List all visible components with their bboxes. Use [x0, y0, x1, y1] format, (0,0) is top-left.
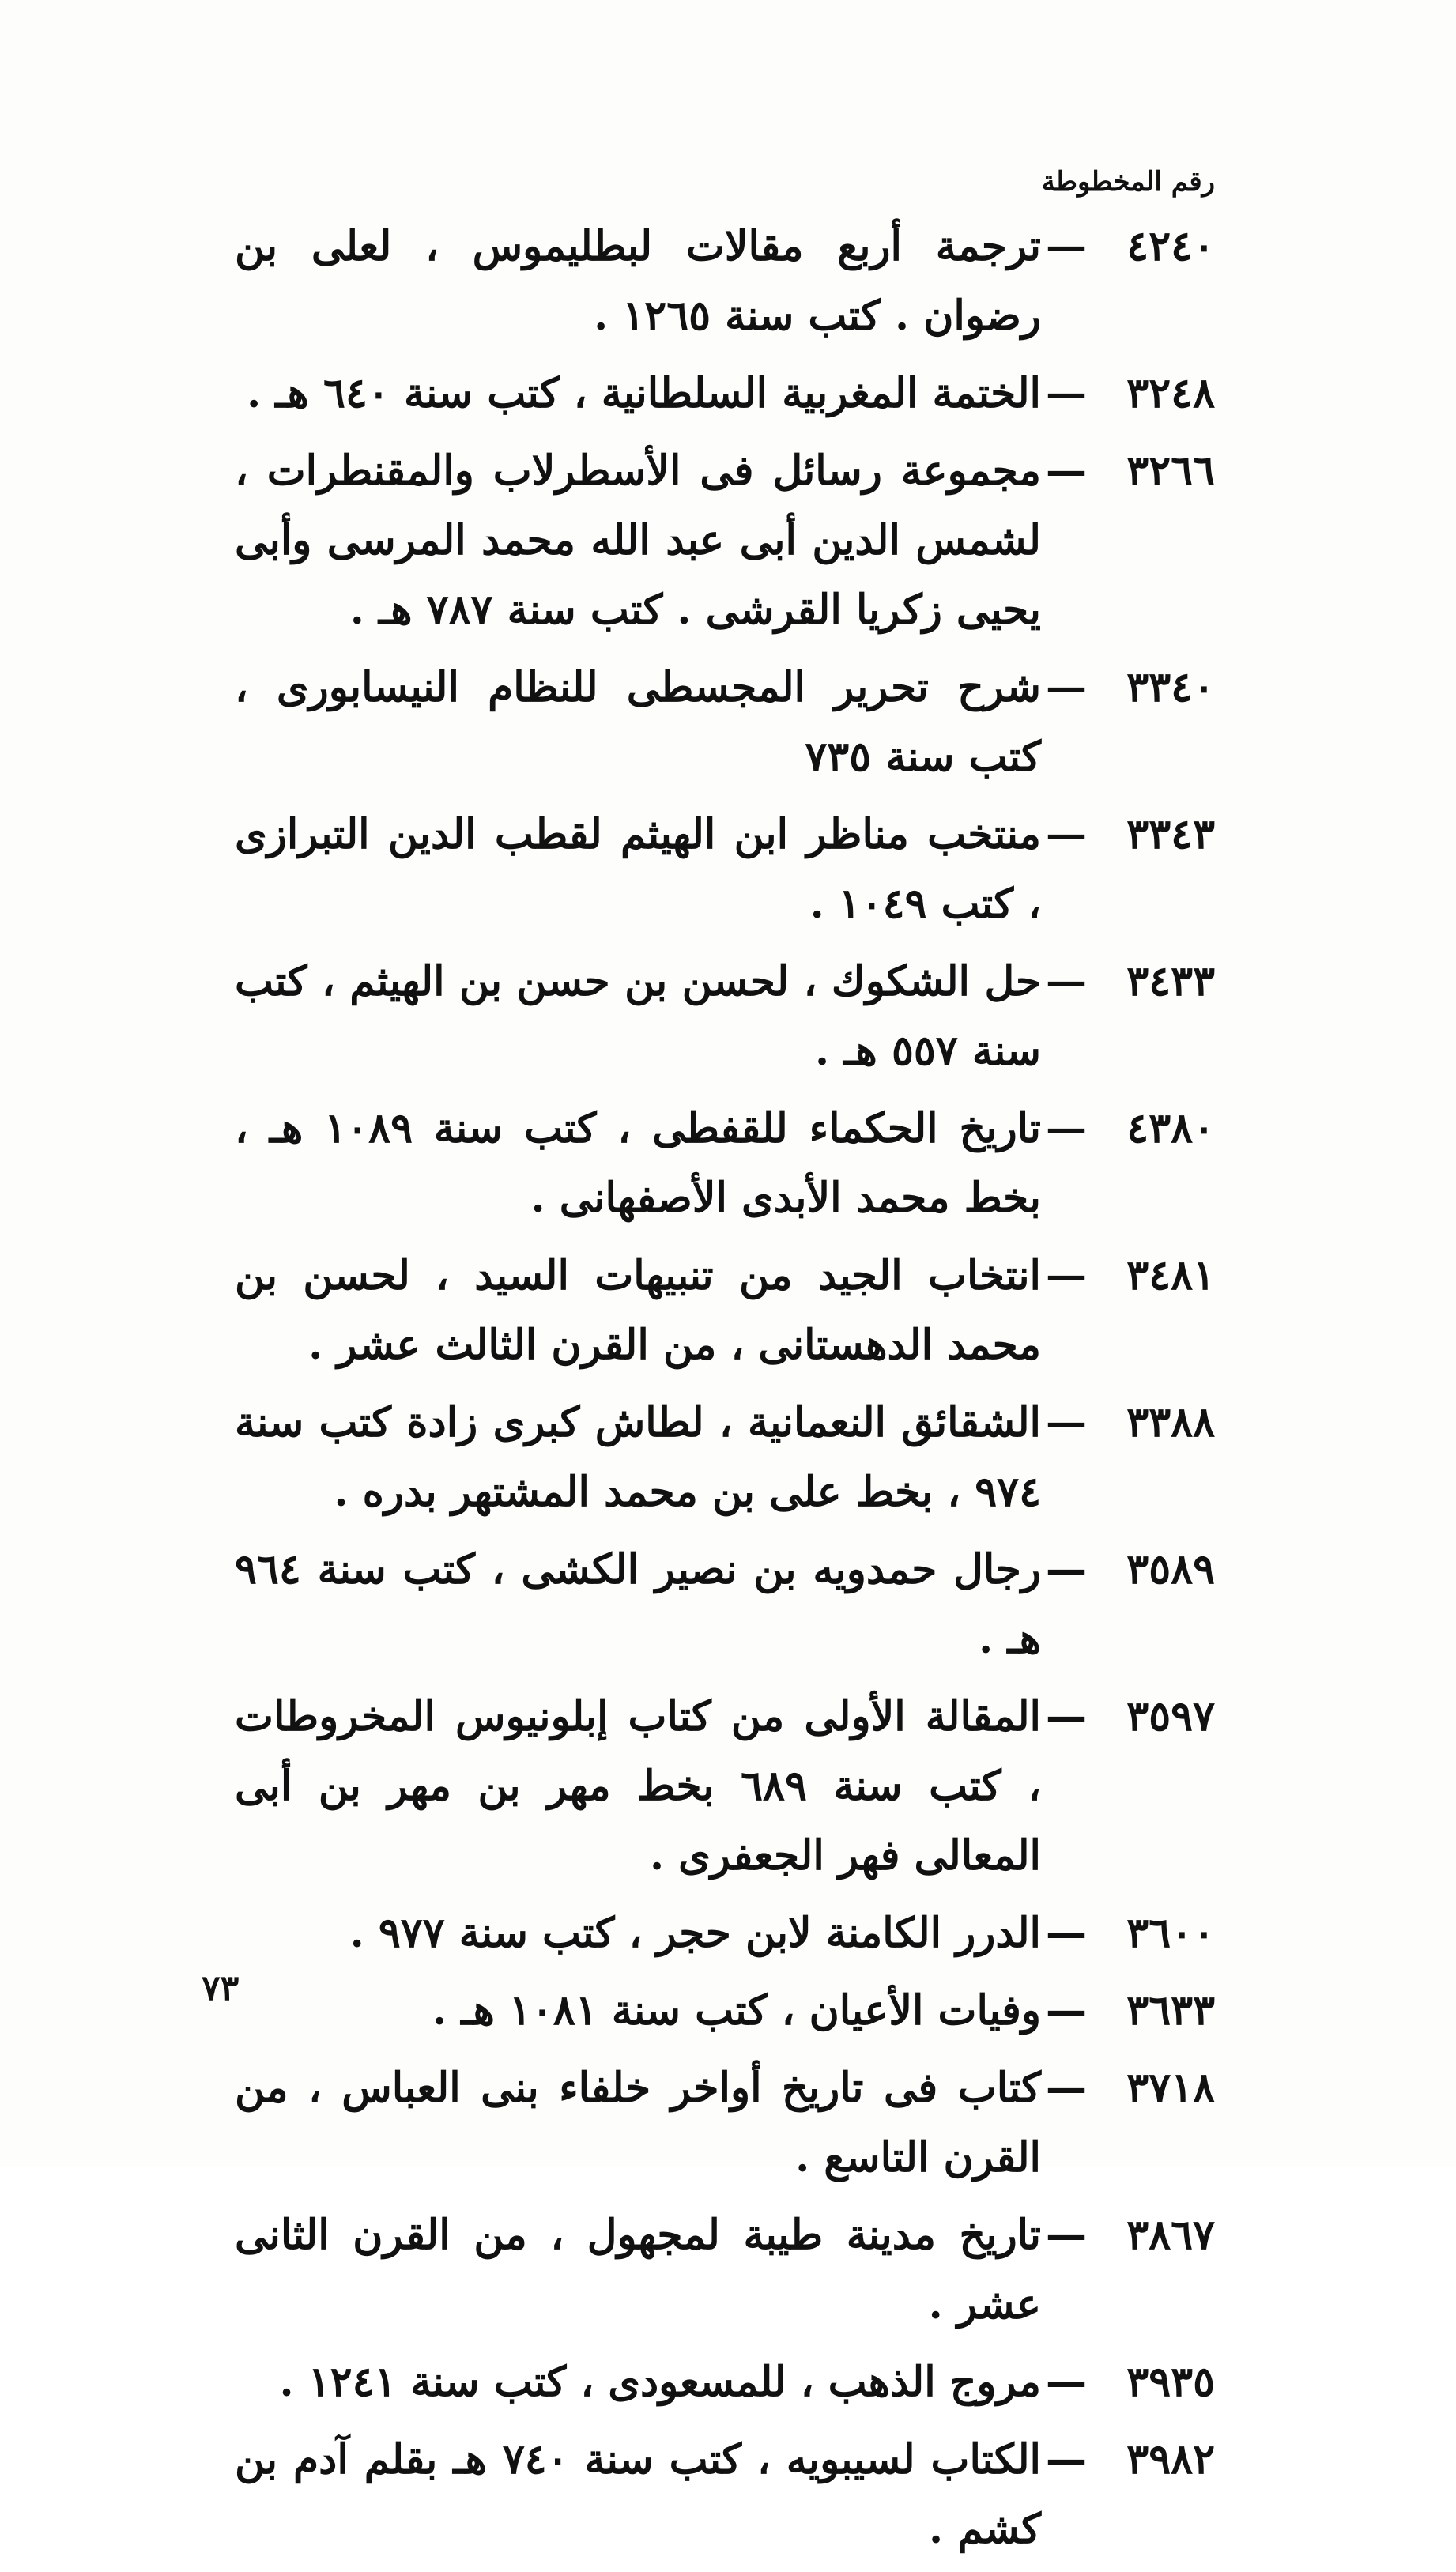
manuscript-number: ٣٦٠٠ [1126, 1909, 1215, 1957]
entry-dash: — [1046, 1692, 1087, 1740]
entry-dash: — [1046, 1398, 1087, 1446]
manuscript-number: ٣٢٤٨ [1126, 369, 1215, 417]
entry-dash: — [1046, 957, 1087, 1005]
entry-dash: — [1046, 1909, 1087, 1957]
manuscript-description: الشقائق النعمانية ، لطاش كبرى زادة كتب سنة ٩٧٤ ، بخط على بن محمد المشتهر بدره . [235, 1398, 1041, 1516]
manuscript-number: ٣٥٩٧ [1126, 1692, 1215, 1740]
list-item [235, 800, 1215, 939]
manuscript-description: رجال حمدويه بن نصير الكشى ، كتب سنة ٩٦٤ هـ . [235, 1545, 1041, 1663]
manuscript-number: ٣٤٨١ [1126, 1251, 1215, 1299]
entry-dash: — [1046, 2064, 1087, 2112]
manuscript-number: ٣٣٤٣ [1126, 810, 1215, 858]
manuscript-description: تاريخ الحكماء للقفطى ، كتب سنة ١٠٨٩ هـ ، بخط محمد الأبدى الأصفهانى . [235, 1104, 1041, 1222]
list-item [235, 1094, 1215, 1233]
manuscript-number: ٣٨٦٧ [1126, 2211, 1215, 2259]
list-item [235, 653, 1215, 792]
manuscript-number: ٣٥٨٩ [1126, 1545, 1215, 1593]
list-item [235, 1976, 1215, 2046]
list-item [235, 212, 1215, 351]
manuscript-description: المقالة الأولى من كتاب إبلونيوس المخروطات ، كتب سنة ٦٨٩ بخط مهر بن مهر بن أبى المعالى فهر الجعفرى . [235, 1692, 1041, 1880]
list-item [235, 1388, 1215, 1527]
entry-dash: — [1046, 447, 1087, 495]
manuscript-number: ٣٩٨٢ [1126, 2435, 1215, 2483]
manuscript-number: ٣٤٣٣ [1126, 957, 1215, 1005]
list-item [235, 1241, 1215, 1380]
manuscript-description: الكتاب لسيبويه ، كتب سنة ٧٤٠ هـ بقلم آدم بن كشم . [235, 2435, 1041, 2553]
manuscript-number: ٣٣٨٨ [1126, 1398, 1215, 1446]
manuscript-description: منتخب مناظر ابن الهيثم لقطب الدين التبرازى ، كتب ١٠٤٩ . [235, 810, 1041, 928]
list-item [235, 2201, 1215, 2340]
list-item [235, 1682, 1215, 1891]
manuscript-description: ترجمة أربع مقالات لبطليموس ، لعلى بن رضوان . كتب سنة ١٢٦٥ . [235, 222, 1041, 340]
manuscript-description: كتاب فى تاريخ أواخر خلفاء بنى العباس ، من القرن التاسع . [235, 2064, 1041, 2182]
list-item [235, 1535, 1215, 1674]
manuscript-list [235, 212, 1215, 2572]
manuscript-number: ٣٦٣٣ [1126, 1986, 1215, 2035]
entry-dash: — [1046, 1251, 1087, 1299]
entry-dash: — [1046, 222, 1087, 270]
column-heading: رقم المخطوطة [1041, 166, 1215, 198]
list-item [235, 1899, 1215, 1968]
list-item [235, 2348, 1215, 2417]
manuscript-description: وفيات الأعيان ، كتب سنة ١٠٨١ هـ . [432, 1986, 1041, 2035]
manuscript-description: الدرر الكامنة لابن حجر ، كتب سنة ٩٧٧ . [349, 1909, 1041, 1957]
manuscript-description: شرح تحرير المجسطى للنظام النيسابورى ، كتب سنة ٧٣٥ [235, 663, 1041, 781]
list-item [235, 2053, 1215, 2193]
list-item [235, 947, 1215, 1086]
entry-dash: — [1046, 2211, 1087, 2259]
entry-dash: — [1046, 2358, 1087, 2406]
manuscript-description: تاريخ مدينة طيبة لمجهول ، من القرن الثانى عشر . [235, 2211, 1042, 2329]
manuscript-number: ٣٣٤٠ [1126, 663, 1215, 711]
manuscript-number: ٣٩٣٥ [1126, 2358, 1215, 2406]
entry-dash: — [1046, 2435, 1087, 2483]
list-item [235, 436, 1215, 645]
entry-dash: — [1046, 1545, 1087, 1593]
manuscript-number: ٤٣٨٠ [1126, 1104, 1215, 1152]
entry-dash: — [1046, 1986, 1087, 2035]
manuscript-description: مجموعة رسائل فى الأسطرلاب والمقنطرات ، لشمس الدين أبى عبد الله محمد المرسى وأبى يحيى زكريا القرشى . كتب سنة ٧٨٧ هـ . [235, 447, 1041, 634]
entry-dash: — [1046, 369, 1087, 417]
manuscript-number: ٣٢٦٦ [1126, 447, 1215, 495]
manuscript-description: الختمة المغربية السلطانية ، كتب سنة ٦٤٠ هـ . [247, 369, 1041, 417]
entry-dash: — [1046, 810, 1087, 858]
list-item [235, 2425, 1215, 2564]
manuscript-description: انتخاب الجيد من تنبيهات السيد ، لحسن بن محمد الدهستانى ، من القرن الثالث عشر . [235, 1251, 1041, 1369]
entry-dash: — [1046, 1104, 1087, 1152]
manuscript-description: حل الشكوك ، لحسن بن حسن بن الهيثم ، كتب سنة ٥٥٧ هـ . [235, 957, 1041, 1075]
manuscript-description: مروج الذهب ، للمسعودى ، كتب سنة ١٢٤١ . [279, 2358, 1041, 2406]
page-number: ٧٣ [202, 1968, 240, 2008]
list-item [235, 359, 1215, 428]
manuscript-number: ٤٢٤٠ [1126, 222, 1215, 270]
manuscript-number: ٣٧١٨ [1126, 2064, 1215, 2112]
entry-dash: — [1046, 663, 1087, 711]
